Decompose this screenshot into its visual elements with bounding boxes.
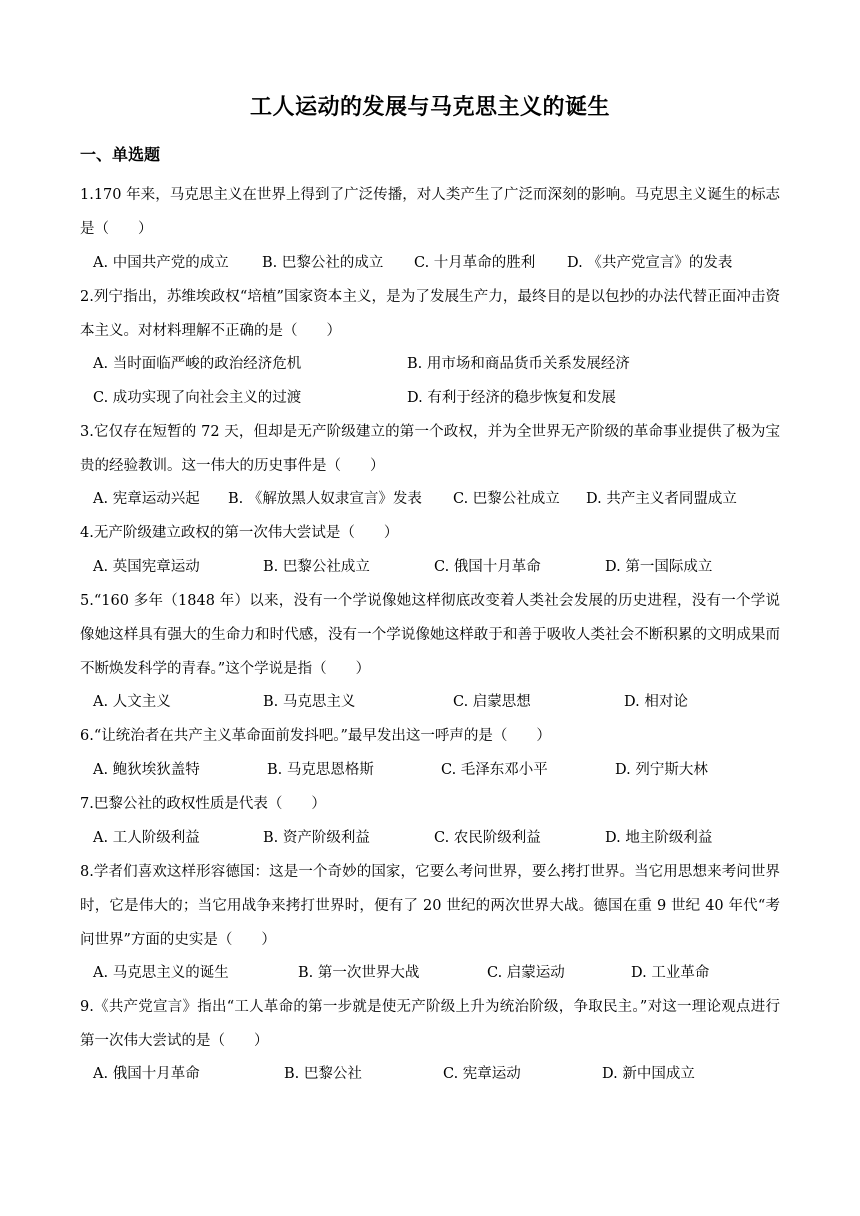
question-3-option-b[interactable]: B. 《解放黑人奴隶宣言》发表 — [228, 491, 422, 507]
question-6-option-d[interactable]: D. 列宁斯大林 — [615, 762, 708, 778]
question-2-stem: 2.列宁指出，苏维埃政权“培植”国家资本主义，是为了发展生产力，最终目的是以包抄的办法代替正面冲击资本主义。对材料理解不正确的是（ ） — [80, 289, 780, 339]
question-3-option-d[interactable]: D. 共产主义者同盟成立 — [586, 491, 737, 507]
question-1-option-c[interactable]: C. 十月革命的胜利 — [414, 255, 536, 271]
question-9-option-b[interactable]: B. 巴黎公社 — [284, 1066, 362, 1082]
question-4-option-b[interactable]: B. 巴黎公社成立 — [263, 559, 370, 575]
question-9-stem: 9.《共产党宣言》指出“工人革命的第一步就是使无产阶级上升为统治阶级，争取民主。”对这一理论观点进行第一次伟大尝试的是（ ） — [80, 999, 780, 1049]
question-1-option-b[interactable]: B. 巴黎公社的成立 — [262, 255, 384, 271]
question-4-option-c[interactable]: C. 俄国十月革命 — [434, 559, 541, 575]
question-9-option-d[interactable]: D. 新中国成立 — [602, 1066, 695, 1082]
question-8-option-a[interactable]: A. 马克思主义的诞生 — [93, 965, 229, 981]
question-4-stem: 4.无产阶级建立政权的第一次伟大尝试是（ ） — [80, 525, 399, 541]
question-2-option-d[interactable]: D. 有利于经济的稳步恢复和发展 — [407, 390, 616, 406]
question-5-option-c[interactable]: C. 启蒙思想 — [453, 694, 531, 710]
question-7-option-b[interactable]: B. 资产阶级利益 — [263, 830, 370, 846]
question-1-option-d[interactable]: D. 《共产党宣言》的发表 — [567, 255, 733, 271]
question-2-option-c[interactable]: C. 成功实现了向社会主义的过渡 — [93, 390, 302, 406]
question-7-option-c[interactable]: C. 农民阶级利益 — [434, 830, 541, 846]
question-7-option-a[interactable]: A. 工人阶级利益 — [93, 830, 200, 846]
question-6-option-c[interactable]: C. 毛泽东邓小平 — [441, 762, 548, 778]
question-5-option-b[interactable]: B. 马克思主义 — [263, 694, 356, 710]
question-6-option-b[interactable]: B. 马克思恩格斯 — [267, 762, 374, 778]
question-8-stem: 8.学者们喜欢这样形容德国：这是一个奇妙的国家，它要么考问世界，要么拷打世界。当它用思想来考问世界时，它是伟大的；当它用战争来拷打世界时，便有了 20 世纪的两次世界大战。德国在重 9 世纪 40 年代“考问世界”方面的史实是（ ） — [80, 864, 780, 948]
question-4-option-d[interactable]: D. 第一国际成立 — [605, 559, 713, 575]
section-heading: 一、单选题 — [80, 145, 161, 164]
question-2-option-a[interactable]: A. 当时面临严峻的政治经济危机 — [93, 356, 302, 372]
question-5-stem: 5.“160 多年（1848 年）以来，没有一个学说像她这样彻底改变着人类社会发展的历史进程，没有一个学说像她这样具有强大的生命力和时代感，没有一个学说像她这样敢于和善于吸收人类社会不断积累的文明成果而不断焕发科学的青春。”这个学说是指（ ） — [80, 593, 780, 677]
question-3-option-c[interactable]: C. 巴黎公社成立 — [453, 491, 560, 507]
question-8-option-b[interactable]: B. 第一次世界大战 — [298, 965, 420, 981]
question-6-option-a[interactable]: A. 鲍狄埃狄盖特 — [93, 762, 200, 778]
question-8-option-c[interactable]: C. 启蒙运动 — [487, 965, 565, 981]
question-2-option-b[interactable]: B. 用市场和商品货币关系发展经济 — [407, 356, 630, 372]
question-9-option-c[interactable]: C. 宪章运动 — [443, 1066, 521, 1082]
question-7-option-d[interactable]: D. 地主阶级利益 — [605, 830, 713, 846]
question-7-stem: 7.巴黎公社的政权性质是代表（ ） — [80, 796, 326, 812]
question-9-option-a[interactable]: A. 俄国十月革命 — [93, 1066, 200, 1082]
question-1-stem: 1.170 年来，马克思主义在世界上得到了广泛传播，对人类产生了广泛而深刻的影响。马克思主义诞生的标志是（ ） — [80, 187, 780, 237]
question-5-option-d[interactable]: D. 相对论 — [624, 694, 688, 710]
document-title: 工人运动的发展与马克思主义的诞生 — [249, 95, 610, 120]
question-4-option-a[interactable]: A. 英国宪章运动 — [93, 559, 200, 575]
question-3-option-a[interactable]: A. 宪章运动兴起 — [93, 491, 200, 507]
question-8-option-d[interactable]: D. 工业革命 — [631, 965, 710, 981]
question-6-stem: 6.“让统治者在共产主义革命面前发抖吧。”最早发出这一呼声的是（ ） — [80, 728, 551, 744]
question-3-stem: 3.它仅存在短暂的 72 天，但却是无产阶级建立的第一个政权，并为全世界无产阶级的革命事业提供了极为宝贵的经验教训。这一伟大的历史事件是（ ） — [80, 424, 780, 474]
question-1-option-a[interactable]: A. 中国共产党的成立 — [93, 255, 229, 271]
question-5-option-a[interactable]: A. 人文主义 — [93, 694, 171, 710]
